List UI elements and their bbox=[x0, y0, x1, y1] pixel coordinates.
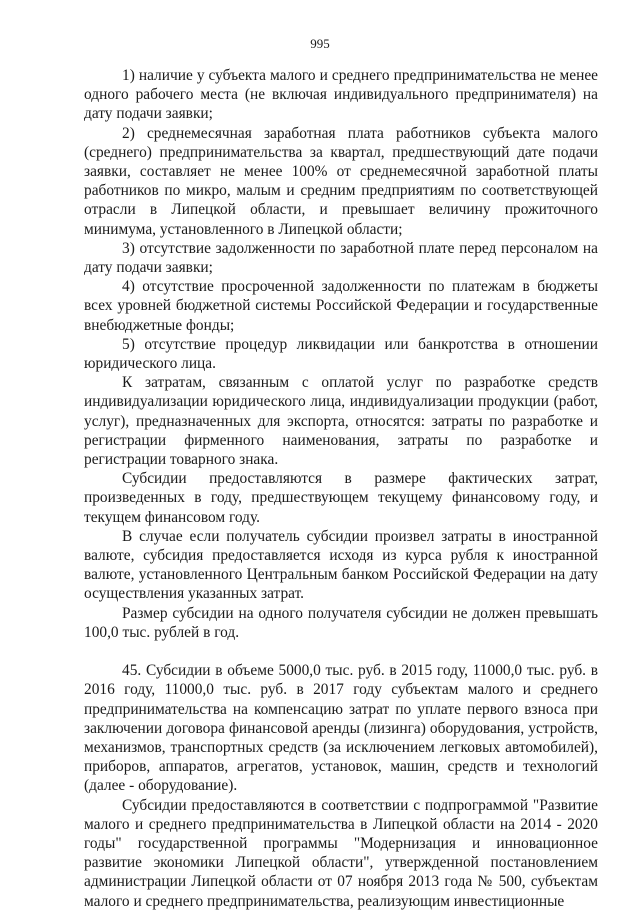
document-body bbox=[84, 66, 598, 911]
paragraph-criterion-1: 1) наличие у субъекта малого и среднего предпринимательства не менее одного рабочего места (не включая индивидуального предпринимателя) на дату подачи заявки; bbox=[84, 67, 598, 123]
page-number: 995 bbox=[310, 36, 330, 51]
paragraph-section-45: 45. Субсидии в объеме 5000,0 тыс. руб. в 2015 году, 11000,0 тыс. руб. в 2016 году, 11000,0 тыс. руб. в 2017 году субъектам малого и среднего предпринимательства на компенсацию затрат по уплате первого взноса при заключении договора финансовой аренды (лизинга) оборудования, устройств, механизмов, транспортных средств (за исключением легковых автомобилей), приборов, аппаратов, агрегатов, установок, машин, средств и технологий (далее - оборудование). bbox=[84, 662, 598, 795]
paragraph-criterion-3: 3) отсутствие задолженности по заработной плате перед персоналом на дату подачи заявки; bbox=[84, 239, 598, 277]
paragraph-criterion-5: 5) отсутствие процедур ликвидации или банкротства в отношении юридического лица. bbox=[84, 335, 598, 373]
paragraph-subprogram: Субсидии предоставляются в соответствии с подпрограммой "Развитие малого и среднего предпринимательства в Липецкой области на 2014 - 2020 годы" государственной программы "Модернизация и инновационное развитие экономики Липецкой области", утвержденной постановлением администрации Липецкой области от 07 ноября 2013 года № 500, субъектам малого и среднего предпринимательства, реализующим инвестиционные bbox=[84, 796, 598, 910]
paragraph-criterion-2: 2) среднемесячная заработная плата работников субъекта малого (среднего) предпринимательства за квартал, предшествующий дате подачи заявки, составляет не менее 100% от среднемесячной заработной платы работников по микро, малым и средним предприятиям по соответствующей отрасли в Липецкой области, и превышает величину прожиточного минимума, установленного в Липецкой области; bbox=[84, 124, 598, 238]
paragraph-criterion-4: 4) отсутствие просроченной задолженности по платежам в бюджеты всех уровней бюджетной системы Российской Федерации и государственные внебюджетные фонды; bbox=[84, 278, 598, 334]
section-spacer bbox=[84, 642, 598, 661]
paragraph-subsidy-limit: Размер субсидии на одного получателя субсидии не должен превышать 100,0 тыс. рублей в год. bbox=[84, 604, 598, 641]
paragraph-foreign-currency: В случае если получатель субсидии произвел затраты в иностранной валюте, субсидия предоставляется исходя из курса рубля к иностранной валюте, установленного Центральным банком Российской Федерации на дату осуществления указанных затрат. bbox=[84, 527, 598, 603]
paragraph-subsidy-amount: Субсидии предоставляются в размере фактических затрат, произведенных в году, предшествующем текущему финансовому году, и текущем финансовом году. bbox=[84, 470, 598, 526]
paragraph-costs-definition: К затратам, связанным с оплатой услуг по разработке средств индивидуализации юридического лица, индивидуализации продукции (работ, услуг), предназначенных для экспорта, относятся: затраты по разработке и регистрации фирменного наименования, затраты по разработке и регистрации товарного знака. bbox=[84, 374, 598, 469]
